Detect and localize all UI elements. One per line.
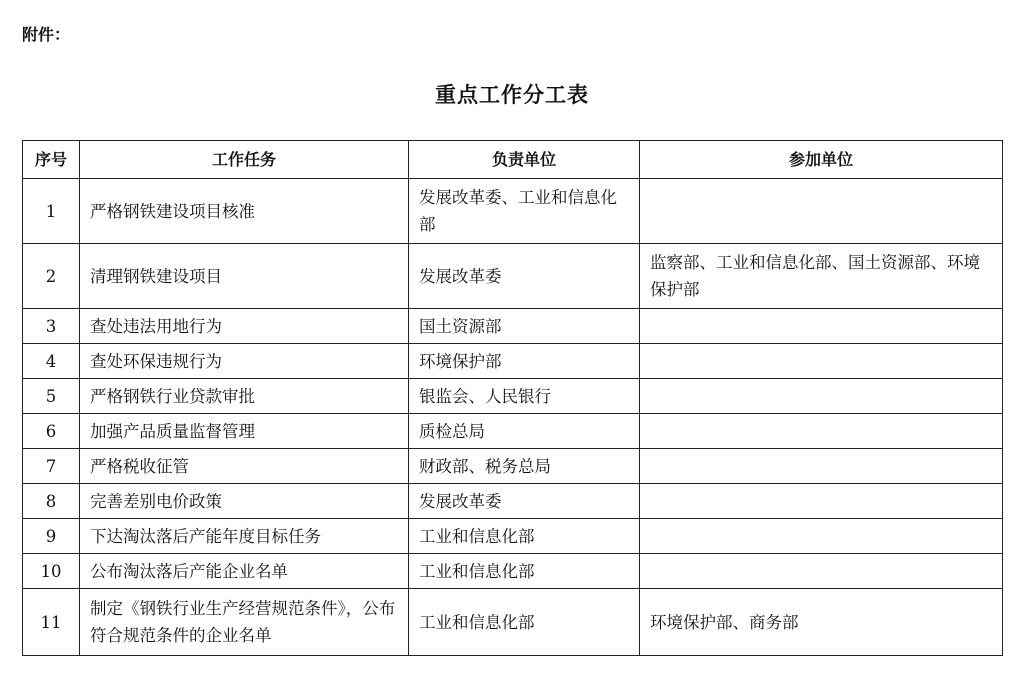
row-task: 严格钢铁行业贷款审批 xyxy=(80,379,409,414)
row-task: 查处违法用地行为 xyxy=(80,309,409,344)
table-row xyxy=(23,309,1003,344)
header-task: 工作任务 xyxy=(80,141,409,179)
table-row xyxy=(23,554,1003,589)
row-participants xyxy=(640,554,1003,589)
table-row xyxy=(23,589,1003,656)
row-number: 8 xyxy=(23,484,80,519)
row-lead-unit: 银监会、人民银行 xyxy=(409,379,640,414)
table-row xyxy=(23,179,1003,244)
row-participants xyxy=(640,484,1003,519)
row-task: 制定《钢铁行业生产经营规范条件》，公布符合规范条件的企业名单 xyxy=(80,589,409,656)
row-number: 5 xyxy=(23,379,80,414)
header-participating-units: 参加单位 xyxy=(640,141,1003,179)
row-participants: 环境保护部、商务部 xyxy=(640,589,1003,656)
row-lead-unit: 财政部、税务总局 xyxy=(409,449,640,484)
row-number: 2 xyxy=(23,244,80,309)
row-number: 4 xyxy=(23,344,80,379)
table-row xyxy=(23,379,1003,414)
header-number: 序号 xyxy=(23,141,80,179)
row-number: 11 xyxy=(23,589,80,656)
table-row xyxy=(23,519,1003,554)
row-task: 清理钢铁建设项目 xyxy=(80,244,409,309)
header-lead-unit: 负责单位 xyxy=(409,141,640,179)
row-lead-unit: 发展改革委、工业和信息化部 xyxy=(409,179,640,244)
table-row xyxy=(23,344,1003,379)
row-participants xyxy=(640,179,1003,244)
row-task: 公布淘汰落后产能企业名单 xyxy=(80,554,409,589)
table-row xyxy=(23,484,1003,519)
table-row xyxy=(23,414,1003,449)
table-row xyxy=(23,449,1003,484)
row-number: 7 xyxy=(23,449,80,484)
table-row xyxy=(23,244,1003,309)
row-lead-unit: 环境保护部 xyxy=(409,344,640,379)
row-lead-unit: 工业和信息化部 xyxy=(409,589,640,656)
row-task: 下达淘汰落后产能年度目标任务 xyxy=(80,519,409,554)
row-participants xyxy=(640,414,1003,449)
row-participants: 监察部、工业和信息化部、国土资源部、环境保护部 xyxy=(640,244,1003,309)
row-task: 加强产品质量监督管理 xyxy=(80,414,409,449)
row-number: 3 xyxy=(23,309,80,344)
row-participants xyxy=(640,449,1003,484)
row-lead-unit: 质检总局 xyxy=(409,414,640,449)
row-task: 严格钢铁建设项目核准 xyxy=(80,179,409,244)
row-participants xyxy=(640,519,1003,554)
row-task: 完善差别电价政策 xyxy=(80,484,409,519)
table-header-row xyxy=(23,141,1003,179)
row-lead-unit: 工业和信息化部 xyxy=(409,519,640,554)
row-participants xyxy=(640,379,1003,414)
row-task: 查处环保违规行为 xyxy=(80,344,409,379)
row-lead-unit: 工业和信息化部 xyxy=(409,554,640,589)
row-number: 9 xyxy=(23,519,80,554)
row-lead-unit: 国土资源部 xyxy=(409,309,640,344)
row-lead-unit: 发展改革委 xyxy=(409,484,640,519)
row-lead-unit: 发展改革委 xyxy=(409,244,640,309)
row-participants xyxy=(640,309,1003,344)
row-number: 10 xyxy=(23,554,80,589)
row-task: 严格税收征管 xyxy=(80,449,409,484)
row-number: 6 xyxy=(23,414,80,449)
row-number: 1 xyxy=(23,179,80,244)
page-title: 重点工作分工表 xyxy=(435,83,589,107)
row-participants xyxy=(640,344,1003,379)
attachment-label: 附件： xyxy=(22,25,71,44)
task-division-table xyxy=(22,140,1003,656)
